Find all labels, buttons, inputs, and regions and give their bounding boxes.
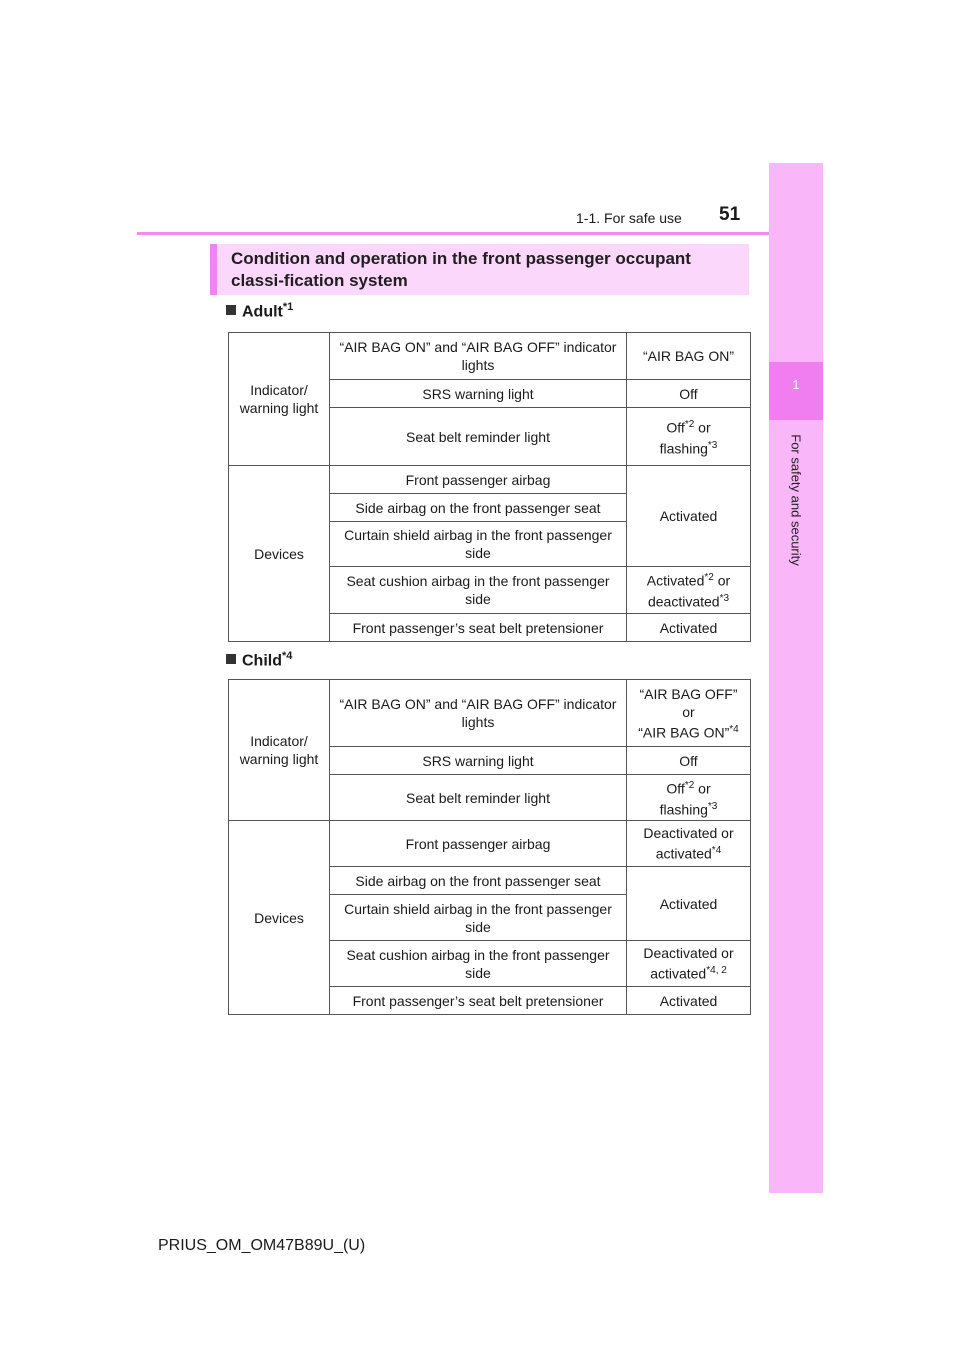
row-value: Activated: [627, 987, 751, 1015]
row-value: Off$^{*2}$ or flashing$^{*3}$: [627, 408, 751, 466]
indicator-group-cell: Indicator/ warning light: [229, 333, 330, 466]
devices-group-cell: Devices: [229, 821, 330, 1015]
table-row: [229, 821, 751, 867]
row-value: Activated: [627, 614, 751, 642]
child-heading-text: Child: [242, 652, 282, 670]
row-value: Deactivated or activated$^{*4}$: [627, 821, 751, 867]
row-value: Activated: [627, 466, 751, 567]
row-value: Off: [627, 747, 751, 775]
square-bullet-icon: [226, 654, 236, 664]
chapter-label: For safety and security: [788, 434, 804, 566]
table-row: [229, 680, 751, 747]
row-value: Activated: [627, 867, 751, 941]
header-rule: [137, 232, 823, 235]
adult-table: [228, 332, 751, 642]
row-value: “AIR BAG OFF” or “AIR BAG ON”$^{*4}$: [627, 680, 751, 747]
row-label: Curtain shield airbag in the front passenger side: [330, 895, 627, 941]
row-label: SRS warning light: [330, 747, 627, 775]
section-title: 1-1. For safe use: [576, 210, 682, 226]
footnote-mark: *1: [282, 301, 294, 313]
row-label: “AIR BAG ON” and “AIR BAG OFF” indicator lights: [330, 680, 627, 747]
row-value: Activated$^{*2}$ or deactivated$^{*3}$: [627, 567, 751, 614]
row-label: SRS warning light: [330, 380, 627, 408]
row-label: Side airbag on the front passenger seat: [330, 494, 627, 522]
row-value: Off$^{*2}$ or flashing$^{*3}$: [627, 775, 751, 821]
row-label: Curtain shield airbag in the front passenger side: [330, 522, 627, 567]
page-number: 51: [719, 204, 741, 225]
condition-title: Condition and operation in the front passenger occupant classi-fication system: [231, 249, 691, 290]
table-row: [229, 333, 751, 380]
document-code: PRIUS_OM_OM47B89U_(U): [158, 1237, 366, 1254]
row-label: Front passenger’s seat belt pretensioner: [330, 987, 627, 1015]
row-label: “AIR BAG ON” and “AIR BAG OFF” indicator lights: [330, 333, 627, 380]
table-row: [229, 466, 751, 494]
row-label: Seat cushion airbag in the front passenger side: [330, 941, 627, 987]
condition-title-box: [210, 244, 749, 295]
row-value: Deactivated or activated$^{*4, 2}$: [627, 941, 751, 987]
row-label: Front passenger’s seat belt pretensioner: [330, 614, 627, 642]
row-value: Off: [627, 380, 751, 408]
chapter-side-tab: [769, 163, 823, 1193]
row-label: Seat belt reminder light: [330, 775, 627, 821]
footnote-mark: *4: [282, 650, 293, 662]
row-value: “AIR BAG ON”: [627, 333, 751, 380]
child-heading: [226, 650, 292, 670]
row-label: Front passenger airbag: [330, 466, 627, 494]
row-label: Seat cushion airbag in the front passenger side: [330, 567, 627, 614]
indicator-group-cell: Indicator/ warning light: [229, 680, 330, 821]
adult-heading-text: Adult: [242, 303, 283, 321]
row-label: Seat belt reminder light: [330, 408, 627, 466]
square-bullet-icon: [226, 305, 236, 315]
row-label: Front passenger airbag: [330, 821, 627, 867]
child-table: [228, 679, 751, 1015]
devices-group-cell: Devices: [229, 466, 330, 642]
row-label: Side airbag on the front passenger seat: [330, 867, 627, 895]
chapter-number: 1: [792, 377, 800, 392]
adult-heading: [226, 301, 293, 321]
